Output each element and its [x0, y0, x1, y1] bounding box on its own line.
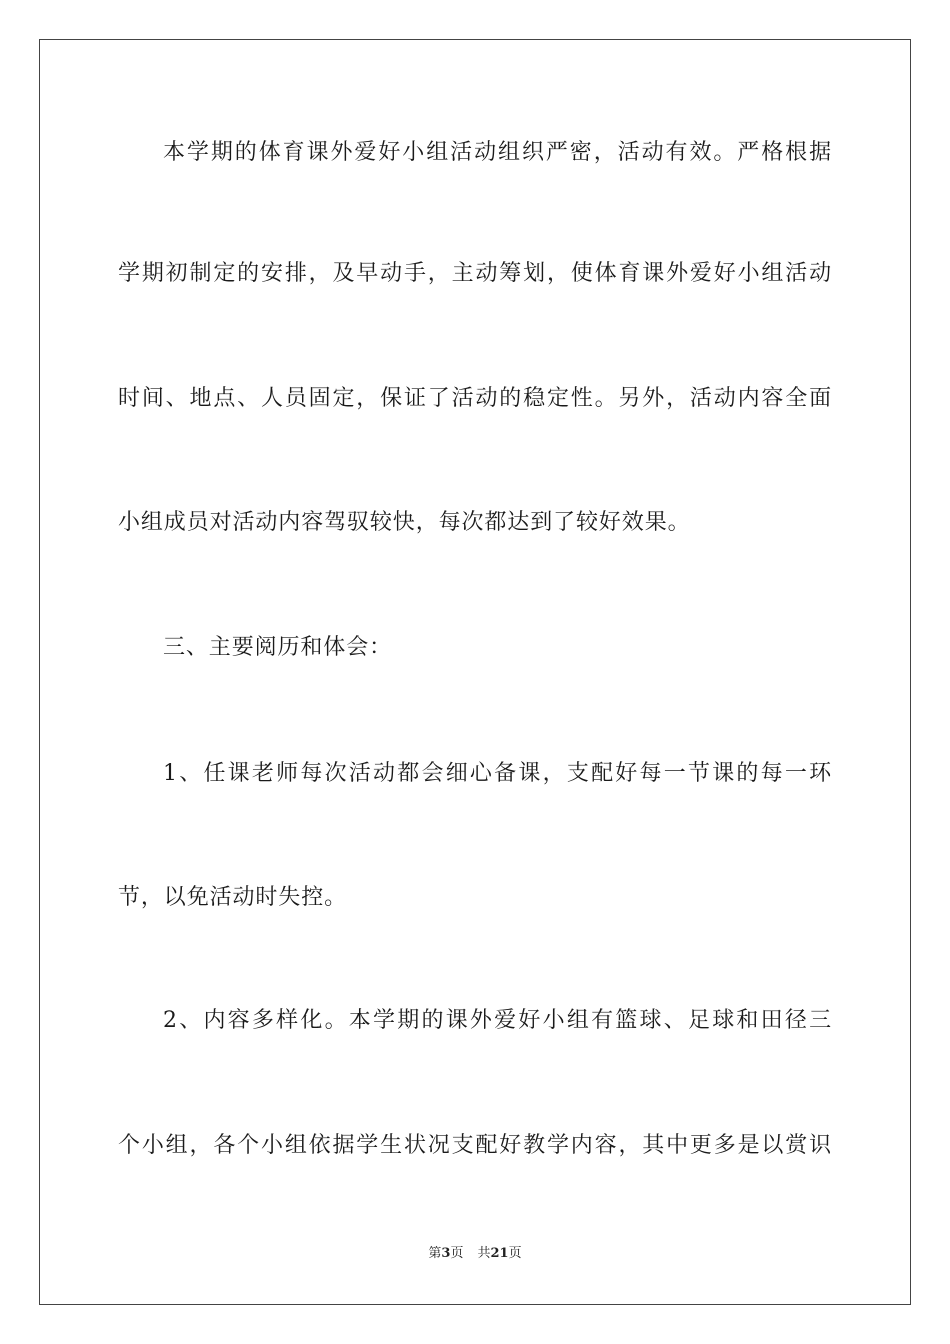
- total-pages: 21: [490, 1246, 509, 1261]
- page-number: 3: [441, 1246, 451, 1261]
- paragraph-line-1: 本学期的体育课外爱好小组活动组织严密，活动有效。严格根据: [163, 140, 832, 165]
- paragraph-line-3: 时间、地点、人员固定，保证了活动的稳定性。另外，活动内容全面: [118, 386, 832, 411]
- section-heading: 三、主要阅历和体会：: [163, 635, 393, 660]
- page-prefix: 第: [428, 1246, 442, 1261]
- total-prefix: 共: [477, 1246, 491, 1261]
- total-suffix: 页: [508, 1246, 522, 1261]
- paragraph-line-2: 学期初制定的安排，及早动手，主动筹划，使体育课外爱好小组活动: [118, 261, 832, 286]
- paragraph-line-8: 2、内容多样化。本学期的课外爱好小组有篮球、足球和田径三: [163, 1008, 832, 1033]
- page-suffix: 页: [450, 1246, 464, 1261]
- paragraph-line-6: 1、任课老师每次活动都会细心备课，支配好每一节课的每一环: [163, 761, 832, 786]
- paragraph-line-9: 个小组，各个小组依据学生状况支配好教学内容，其中更多是以赏识: [118, 1133, 832, 1158]
- paragraph-line-4: 小组成员对活动内容驾驭较快，每次都达到了较好效果。: [118, 510, 691, 535]
- paragraph-line-7: 节，以免活动时失控。: [118, 885, 348, 910]
- page-footer: [0, 1245, 950, 1263]
- page-frame: [39, 39, 911, 1305]
